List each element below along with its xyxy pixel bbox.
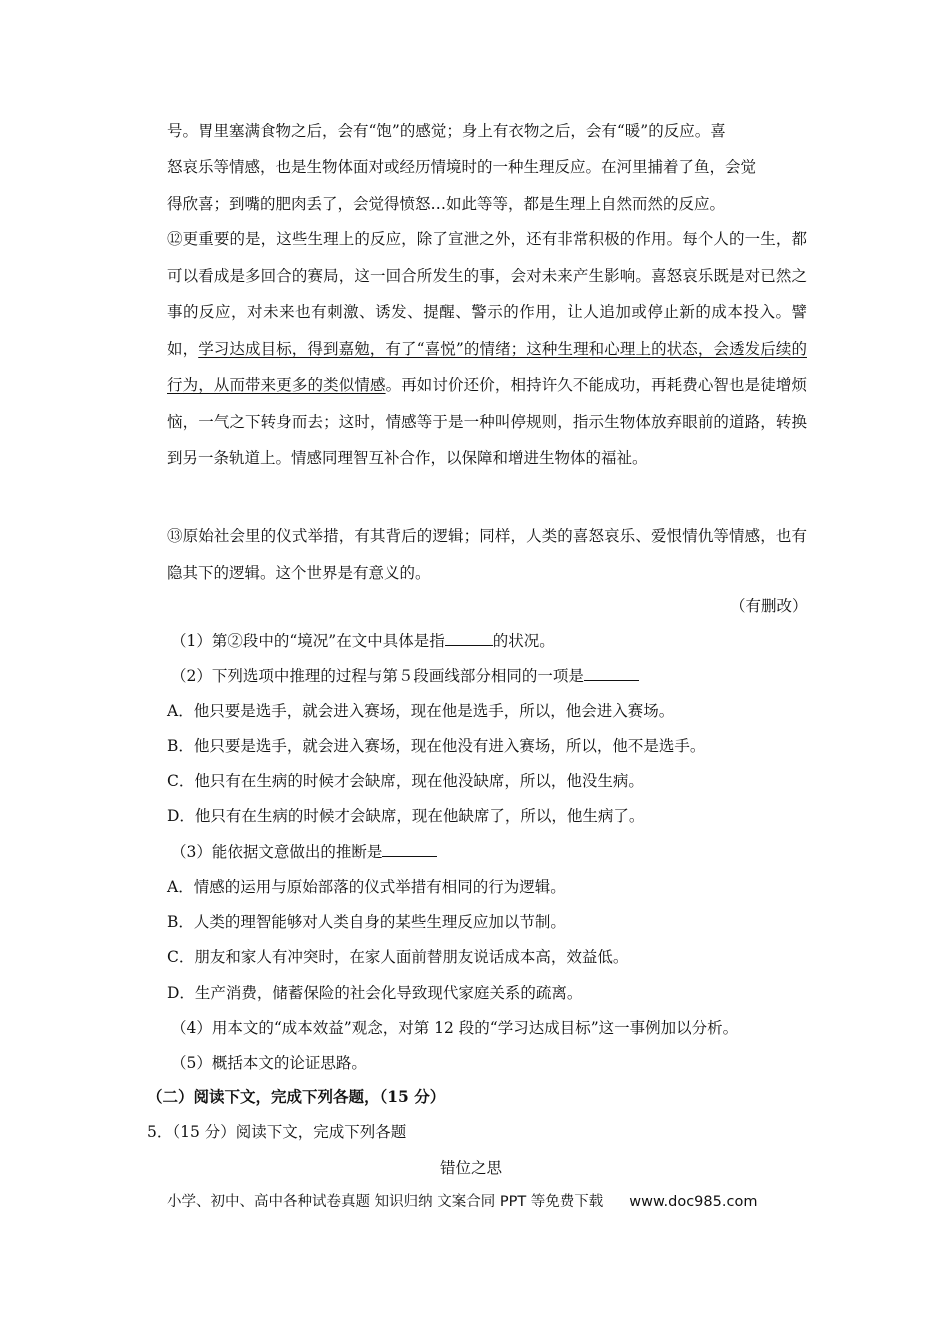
q3-option-a: A．情感的运用与原始部落的仪式举措有相同的行为逻辑。	[167, 878, 566, 896]
passage-line-2: 怒哀乐等情感，也是生物体面对或经历情境时的一种生理反应。在河里捕着了鱼，会觉	[167, 158, 757, 176]
question-1	[171, 631, 555, 651]
passage-line-3: 得欣喜；到嘴的肥肉丢了，会觉得愤怒…如此等等，都是生理上自然而然的反应。	[167, 195, 726, 213]
footer-site-link[interactable]: www.doc985.com	[629, 1194, 758, 1210]
page-footer	[167, 1190, 757, 1211]
source-note: （有删改）	[730, 597, 808, 615]
paragraph-13: ⑬原始社会里的仪式举措，有其背后的逻辑；同样，人类的喜怒哀乐、爱恨情仇等情感，也有隐其下的逻辑。这个世界是有意义的。	[167, 527, 807, 582]
question-2-text: （2）下列选项中推理的过程与第５段画线部分相同的一项是	[171, 667, 584, 685]
paragraph-12-underlined: 学习达成目标，得到嘉勉，有了“喜悦”的情绪；这种生理和心理上的状态，会透发后续的行为，从而带来更多的类似情感	[167, 339, 807, 394]
paragraph-12-part-b: 。再如讨价还价，相持许久不能成功，再耗费心智也是徒增烦恼，一气之下转身而去；这时，情感等于是一种叫停规则，指示生物体放弃眼前的道路，转换到另一条轨道上。情感同理智互补合作，以保障和增进生物体的福祉。	[167, 376, 807, 467]
answer-blank	[445, 631, 493, 646]
section-2-question-line: 5．（15 分）阅读下文，完成下列各题	[147, 1123, 407, 1141]
answer-blank	[382, 842, 437, 857]
answer-blank	[584, 666, 639, 681]
paragraph-12	[167, 221, 807, 477]
q2-option-b: B．他只要是选手，就会进入赛场，现在他没有进入赛场，所以，他不是选手。	[167, 737, 706, 755]
footer-text: 小学、初中、高中各种试卷真题 知识归纳 文案合同 PPT 等免费下载	[167, 1194, 604, 1210]
q3-option-d: D．生产消费，储蓄保险的社会化导致现代家庭关系的疏离。	[167, 984, 583, 1002]
q2-option-a: A．他只要是选手，就会进入赛场，现在他是选手，所以，他会进入赛场。	[167, 702, 675, 720]
q2-option-c: C．他只有在生病的时候才会缺席，现在他没缺席，所以，他没生病。	[167, 772, 644, 790]
q3-option-b: B．人类的理智能够对人类自身的某些生理反应加以节制。	[167, 913, 566, 931]
paragraph-12-part-a: ⑫更重要的是，这些生理上的反应，除了宣泄之外，还有非常积极的作用。每个人的一生，都可以看成是多回合的赛局，这一回合所发生的事，会对未来产生影响。喜怒哀乐既是对已然之事的反应，对未来也有刺激、诱发、提醒、警示的作用，让人追加或停止新的成本投入。譬如，	[167, 230, 807, 358]
question-3-text: （3）能依据文意做出的推断是	[171, 843, 383, 861]
section-2-heading: （二）阅读下文，完成下列各题，（15 分）	[147, 1087, 446, 1106]
question-5: （5）概括本文的论证思路。	[171, 1054, 367, 1072]
question-1-text-end: 的状况。	[492, 632, 555, 650]
question-3	[171, 842, 437, 862]
q3-option-c: C．朋友和家人有冲突时，在家人面前替朋友说话成本高，效益低。	[167, 948, 629, 966]
article-title: 错位之思	[440, 1159, 503, 1177]
q2-option-d: D．他只有在生病的时候才会缺席，现在他缺席了，所以，他生病了。	[167, 807, 645, 825]
question-2	[171, 666, 639, 686]
question-1-text: （1）第②段中的“境况”在文中具体是指	[171, 632, 445, 650]
passage-line-1: 号。胃里塞满食物之后，会有“饱”的感觉；身上有衣物之后，会有“暖”的反应。喜	[167, 122, 726, 140]
question-4: （4）用本文的“成本效益”观念，对第 12 段的“学习达成目标”这一事例加以分析。	[171, 1019, 739, 1037]
